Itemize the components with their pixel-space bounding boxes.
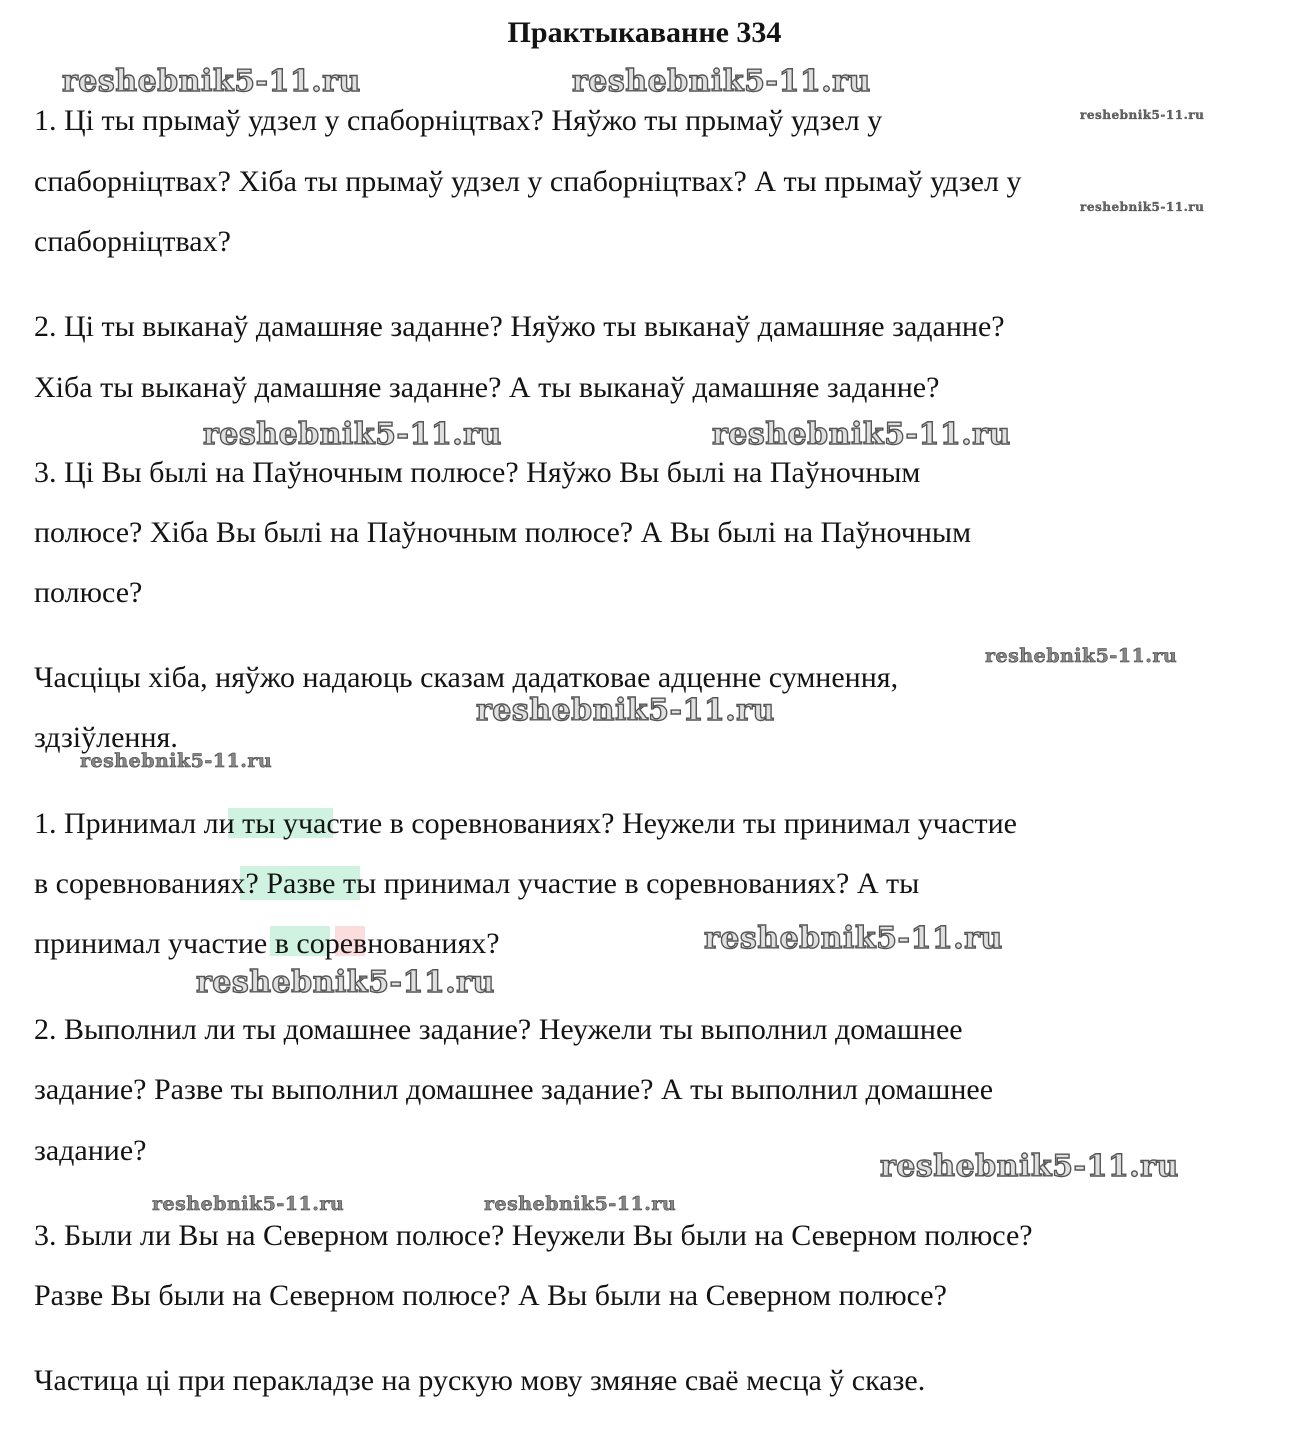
text-line: задание?: [34, 1134, 147, 1167]
text-line: 3. Ці Вы былі на Паўночным полюсе? Няўжо Вы былі на Паўночным: [34, 456, 921, 489]
watermark: reshebnik5-11.ru: [196, 965, 495, 1000]
watermark: reshebnik5-11.ru: [704, 921, 1003, 956]
watermark: reshebnik5-11.ru: [1080, 200, 1205, 214]
text-line: Хіба ты выканаў дамашняе заданне? А ты выканаў дамашняе заданне?: [34, 371, 940, 404]
text-line: 2. Выполнил ли ты домашнее задание? Неужели ты выполнил домашнее: [34, 1013, 963, 1046]
page-title: Практыкаванне 334: [507, 16, 782, 49]
text-line: здзіўлення.: [34, 721, 178, 754]
text-line: спаборніцтвах? Хіба ты прымаў удзел у спаборніцтвах? А ты прымаў удзел у: [34, 165, 1022, 198]
text-line: Часціцы хіба, няўжо надаюць сказам дадатковае адценне сумнення,: [34, 661, 899, 694]
text-line: полюсе? Хіба Вы былі на Паўночным полюсе? А Вы былі на Паўночным: [34, 516, 972, 549]
watermark: reshebnik5-11.ru: [880, 1149, 1179, 1184]
watermark: reshebnik5-11.ru: [1080, 108, 1205, 122]
watermark: reshebnik5-11.ru: [712, 417, 1011, 452]
text-line: 3. Были ли Вы на Северном полюсе? Неужели Вы были на Северном полюсе?: [34, 1219, 1033, 1252]
watermark: reshebnik5-11.ru: [476, 693, 775, 728]
text-line: спаборніцтвах?: [34, 225, 231, 258]
watermark: reshebnik5-11.ru: [484, 1193, 677, 1215]
text-line: принимал участие в соревнованиях?: [34, 927, 500, 960]
text-line: 2. Ці ты выканаў дамашняе заданне? Няўжо ты выканаў дамашняе заданне?: [34, 310, 1005, 343]
watermark: reshebnik5-11.ru: [203, 417, 502, 452]
watermark: reshebnik5-11.ru: [985, 645, 1178, 667]
watermark: reshebnik5-11.ru: [572, 64, 871, 99]
watermark: reshebnik5-11.ru: [62, 64, 361, 99]
text-line: 1. Принимал ли ты участие в соревнованиях? Неужели ты принимал участие: [34, 807, 1017, 840]
watermark: reshebnik5-11.ru: [152, 1193, 345, 1215]
text-line: задание? Разве ты выполнил домашнее задание? А ты выполнил домашнее: [34, 1073, 994, 1106]
watermark: reshebnik5-11.ru: [80, 750, 273, 772]
text-line: полюсе?: [34, 576, 143, 609]
text-line: Частица ці при перакладзе на рускую мову змяняе сваё месца ў сказе.: [34, 1364, 926, 1397]
text-line: 1. Ці ты прымаў удзел у спаборніцтвах? Няўжо ты прымаў удзел у: [34, 104, 883, 137]
text-line: в соревнованиях? Разве ты принимал участие в соревнованиях? А ты: [34, 867, 920, 900]
text-line: Разве Вы были на Северном полюсе? А Вы были на Северном полюсе?: [34, 1279, 947, 1312]
